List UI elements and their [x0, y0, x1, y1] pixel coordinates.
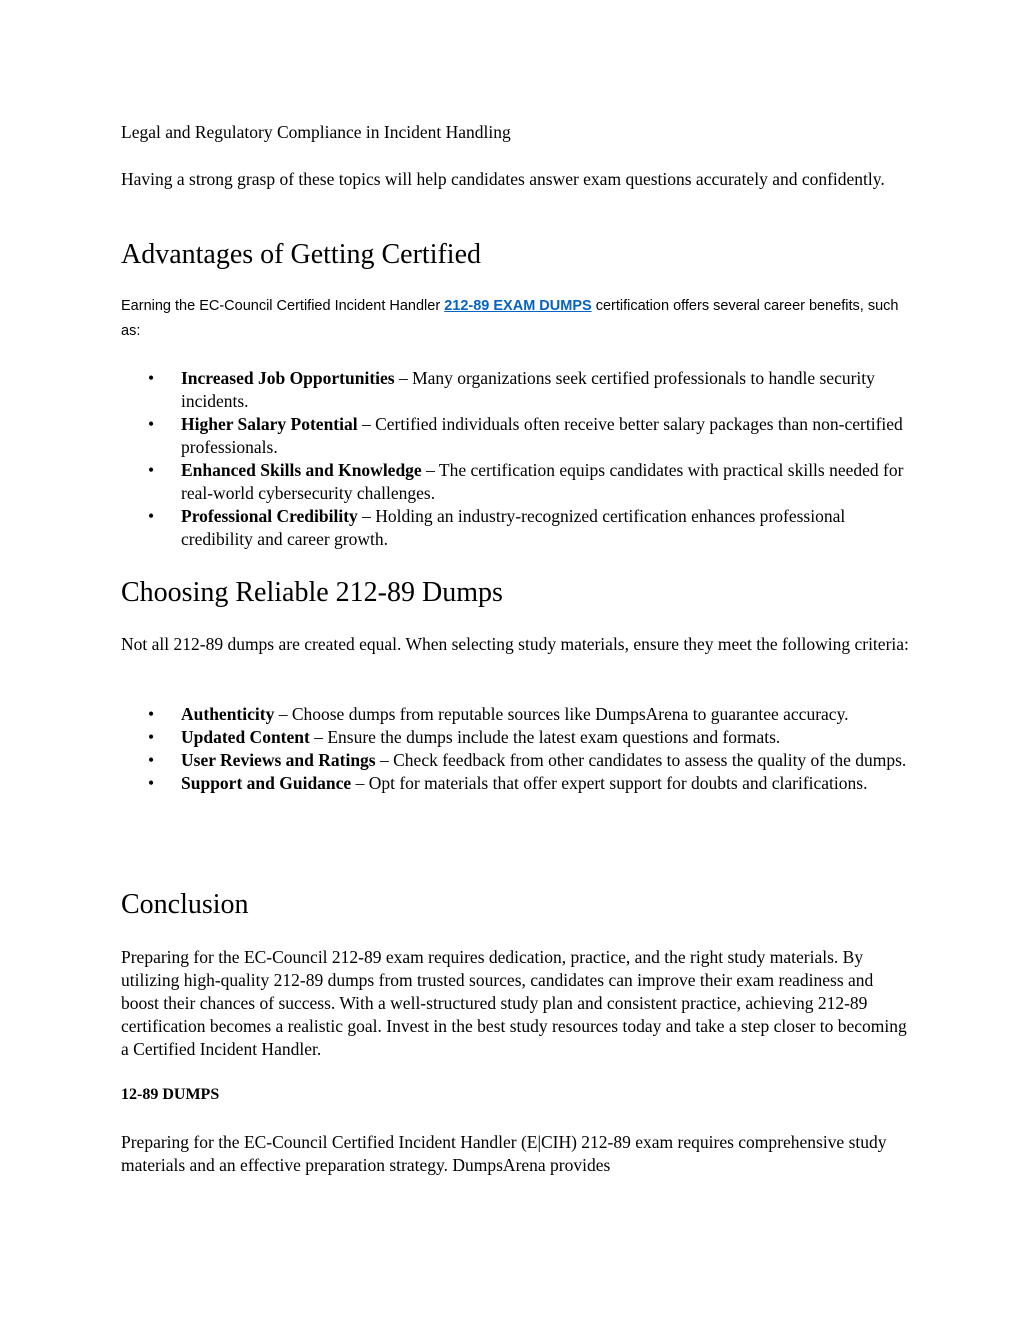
bullet-icon: • [148, 368, 155, 388]
advantages-intro-before: Earning the EC-Council Certified Incident Handler [121, 298, 445, 314]
dumps-paragraph: Preparing for the EC-Council Certified Incident Handler (E|CIH) 212-89 exam requires comprehensive study materials and an effective preparation strategy. DumpsArena provides [121, 1132, 887, 1175]
item-text: – Choose dumps from reputable sources like DumpsArena to guarantee accuracy. [274, 704, 849, 724]
advantages-heading: Advantages of Getting Certified [121, 239, 482, 270]
list-item [121, 413, 911, 459]
list-item [121, 459, 911, 505]
item-title: Authenticity [181, 704, 275, 724]
advantages-list [121, 367, 911, 551]
bullet-icon: • [148, 750, 155, 770]
item-text: – Holding an industry-recognized certification enhances professional credibility and career growth. [181, 506, 846, 549]
item-title: Updated Content [181, 727, 310, 747]
bullet-icon: • [148, 773, 155, 793]
advantages-intro-after: certification offers several career benefits, such as: [121, 298, 899, 339]
list-item [121, 726, 911, 749]
bullet-icon: • [148, 506, 155, 526]
dumps-subheading: 12-89 DUMPS [121, 1086, 220, 1103]
exam-dumps-link[interactable]: 212-89 EXAM DUMPS [444, 298, 592, 314]
item-text: – Check feedback from other candidates to assess the quality of the dumps. [375, 750, 907, 770]
item-title: User Reviews and Ratings [181, 750, 376, 770]
list-item [121, 367, 911, 413]
item-title: Professional Credibility [181, 506, 358, 526]
item-title: Enhanced Skills and Knowledge [181, 460, 422, 480]
choosing-heading: Choosing Reliable 212-89 Dumps [121, 577, 503, 608]
bullet-icon: • [148, 414, 155, 434]
list-item [121, 749, 911, 772]
bullet-icon: • [148, 704, 155, 724]
item-text: – The certification equips candidates with practical skills needed for real-world cybersecurity challenges. [181, 460, 904, 503]
list-item [121, 772, 911, 795]
criteria-list [121, 703, 911, 795]
conclusion-paragraph: Preparing for the EC-Council 212-89 exam requires dedication, practice, and the right study materials. By utilizing high-quality 212-89 dumps from trusted sources, candidates can improve their exam readiness and boost their chances of success. With a well-structured study plan and consistent practice, achieving 212-89 certification becomes a realistic goal. Invest in the best study resources today and take a step closer to becoming a Certified Incident Handler. [121, 947, 907, 1059]
topic-line: Legal and Regulatory Compliance in Incident Handling [121, 122, 511, 142]
item-title: Support and Guidance [181, 773, 352, 793]
list-item [121, 505, 911, 551]
item-text: – Ensure the dumps include the latest exam questions and formats. [309, 727, 781, 747]
item-title: Increased Job Opportunities [181, 368, 395, 388]
item-text: – Many organizations seek certified professionals to handle security incidents. [181, 368, 875, 411]
bullet-icon: • [148, 727, 155, 747]
summary-paragraph: Having a strong grasp of these topics will help candidates answer exam questions accurately and confidently. [121, 169, 885, 189]
item-text: – Opt for materials that offer expert support for doubts and clarifications. [351, 773, 868, 793]
advantages-intro [121, 294, 901, 344]
choosing-intro: Not all 212-89 dumps are created equal. When selecting study materials, ensure they meet the following criteria: [121, 634, 909, 654]
item-title: Higher Salary Potential [181, 414, 358, 434]
item-text: – Certified individuals often receive better salary packages than non-certified professionals. [181, 414, 903, 457]
list-item [121, 703, 911, 726]
bullet-icon: • [148, 460, 155, 480]
conclusion-heading: Conclusion [121, 889, 249, 920]
